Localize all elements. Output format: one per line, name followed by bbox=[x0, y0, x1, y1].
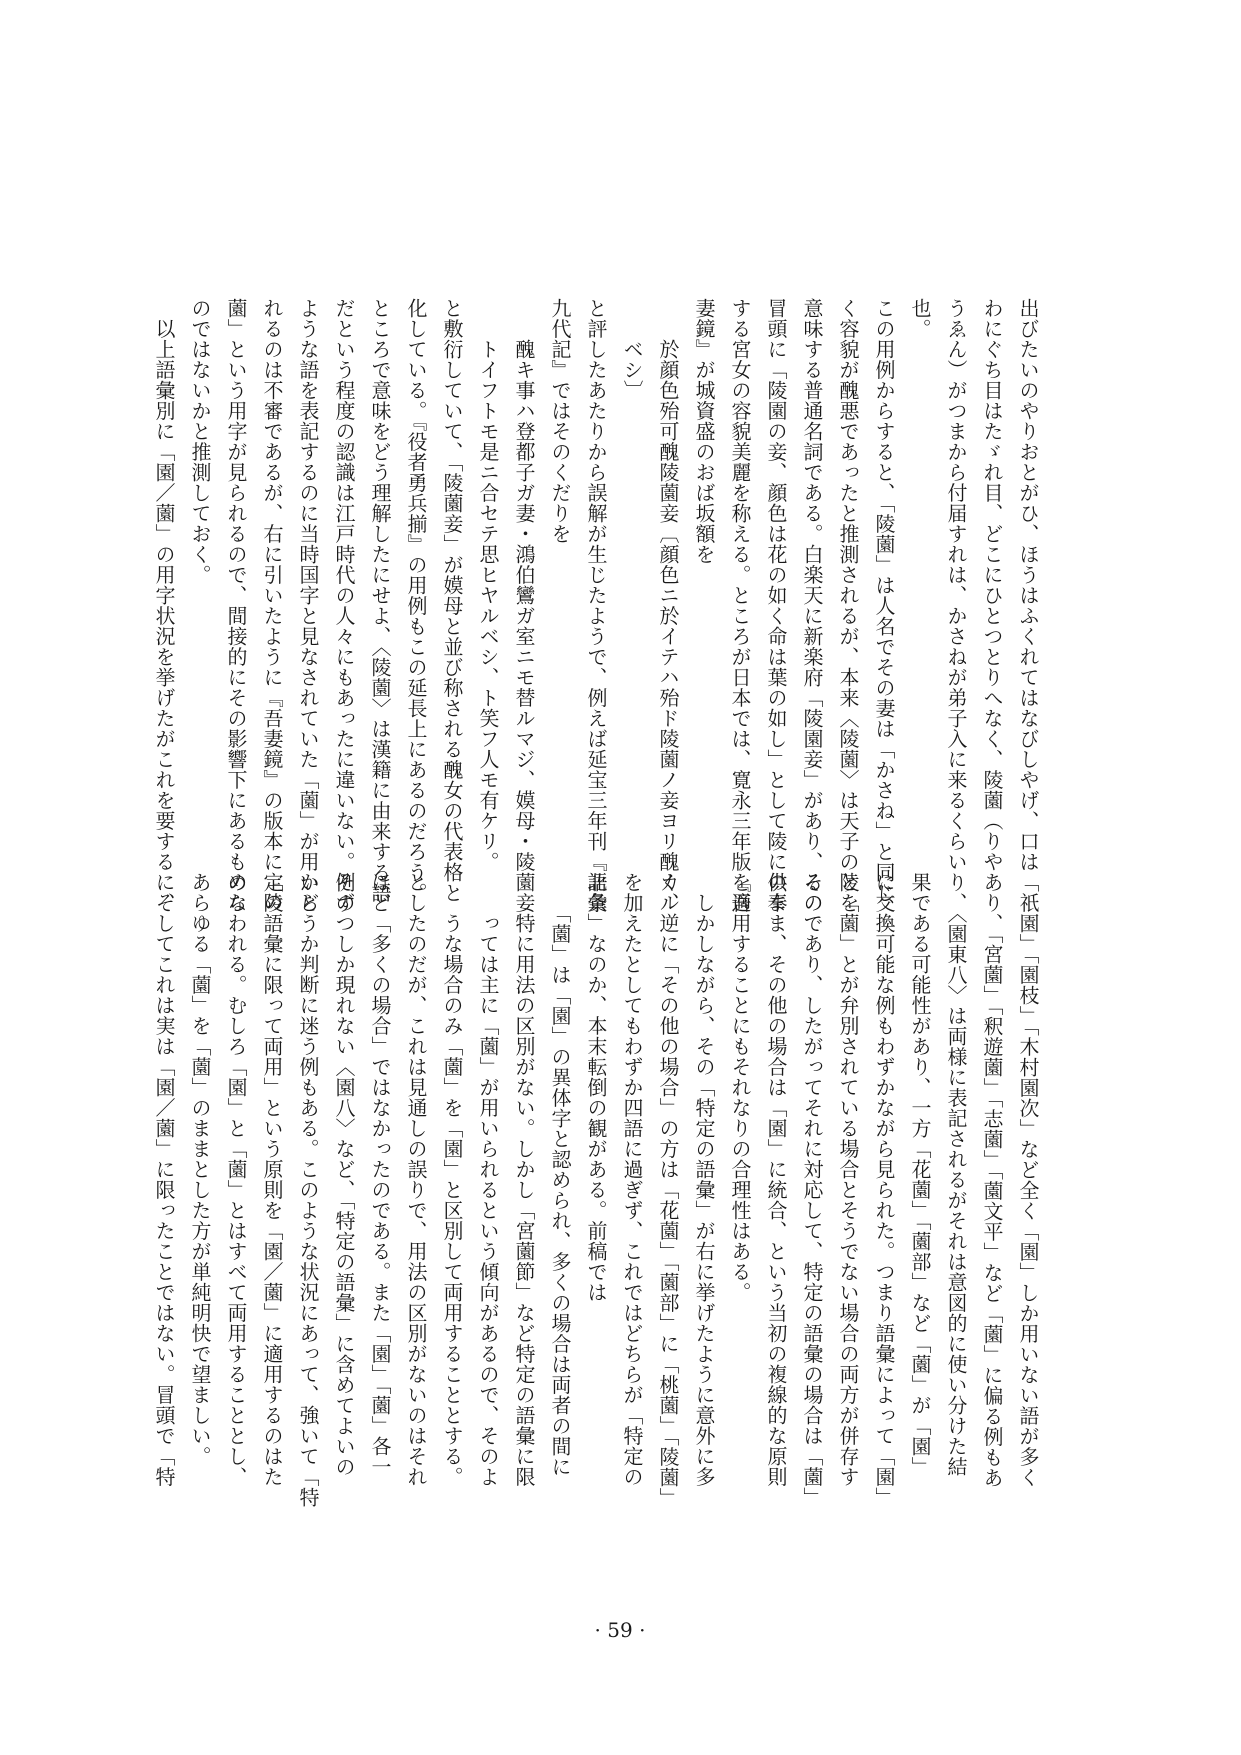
text-line: と「薗」とが弁別されている場合とそうでない場合の両方が併存す bbox=[836, 872, 860, 1487]
text-line: しかしながら、その「特定の語彙」が右に挙げたように意外に多 bbox=[692, 872, 716, 1487]
text-line: わにぐち目はたゞれ目、どこにひとつとりへなく、陵薗（りや bbox=[980, 298, 1004, 872]
text-line: かどうか判断に迷う例もある。このような状況にあって、強いて「特 bbox=[296, 872, 320, 1508]
text-line: 「祇園」「園枝」「木村園次」など全く「園」しか用いない語が多く bbox=[1016, 872, 1040, 1488]
text-line: ところで意味をどう理解したにせよ、〈陵薗〉は漢籍に由来する語 bbox=[368, 298, 392, 903]
text-line: 也。 bbox=[908, 298, 932, 339]
text-line: うゑん）がつまから付届すれは、かさねが弟子入に来るくらい bbox=[944, 298, 968, 872]
text-line: 特に用法の区別がない。しかし「宮薗節」など特定の語彙に限 bbox=[512, 872, 536, 1487]
text-line: るのであり、したがってそれに対応して、特定の語彙の場合は「薗」 bbox=[800, 872, 824, 1508]
text-line: 醜キ事ハ登都子ガ妻・鴻伯鸞ガ室ニモ替ルマジ、嫫母・陵薗妾 bbox=[512, 298, 536, 913]
text-line: を適用することにもそれなりの合理性はある。 bbox=[728, 872, 752, 1303]
text-line: 於顔色殆可醜陵薗妾〔顔色ニ於イテハ殆ド陵薗ノ妾ヨリ醜カル bbox=[656, 298, 680, 913]
text-line: 九代記』ではそのくだりを bbox=[548, 298, 572, 544]
text-line: く容貌が醜悪であったと推測されるが、本来〈陵薗〉は天子の陵を bbox=[836, 298, 860, 913]
text-line: 以上語彙別に「園／薗」の用字状況を挙げたがこれを要するに、 bbox=[152, 298, 176, 913]
text-line: だという程度の認識は江戸時代の人々にもあったに違いない。その bbox=[332, 298, 356, 913]
text-line: り、〈園東八〉は両様に表記されるがそれは意図的に使い分けた結 bbox=[944, 872, 968, 1477]
text-line: としたのだが、これは見通しの誤りで、用法の区別がないのはそれ bbox=[404, 872, 428, 1487]
text-line: あらゆる「薗」を「薗」のままとした方が単純明快で望ましい。 bbox=[188, 872, 212, 1467]
text-line: と敷衍していて、「陵薗妾」が嫫母と並び称される醜女の代表格と bbox=[440, 298, 464, 903]
text-line: ような語を表記するのに当時国字と見なされていた「薗」が用いら bbox=[296, 298, 320, 913]
text-line: と評したあたりから誤解が生じたようで、例えば延宝三年刊『北条 bbox=[584, 298, 608, 913]
text-line: のまま、その他の場合は「園」に統合、という当初の複線的な原則 bbox=[764, 872, 788, 1487]
text-line: あり、「宮薗」「釈遊薗」「志薗」「薗文平」など「薗」に偏る例もあ bbox=[980, 872, 1004, 1488]
text-line: のではないかと推測しておく。 bbox=[188, 298, 212, 585]
text-line: トイフトモ是ニ合セテ思ヒヤルベシ、ト笑フ人モ有ケリ。 bbox=[476, 298, 500, 872]
text-line: 出びたいのやりおとがひ、ほうはふくれてはなびしやげ、口は bbox=[1016, 298, 1040, 872]
text-line: っては主に「薗」が用いられるという傾向があるので、そのよ bbox=[476, 872, 500, 1487]
text-line: この用例からすると、「陵薗」は人名でその妻は「かさね」と同じ bbox=[872, 298, 896, 903]
text-line: 例ずつしか現れない〈園八〉など、「特定の語彙」に含めてよいの bbox=[332, 872, 356, 1477]
text-line: 「薗」は「園」の異体字と認められ、多くの場合は両者の間に bbox=[548, 872, 572, 1477]
text-line: 薗」という用字が見られるので、間接的にその影響下にあるものな bbox=[224, 298, 248, 913]
lower-text-block bbox=[152, 872, 1046, 1508]
text-line: そしてこれは実は「園／薗」に限ったことではない。冒頭で「特 bbox=[152, 872, 176, 1487]
text-line: 化している。『役者勇兵揃』の用例もこの延長上にあるのだろう。 bbox=[404, 298, 428, 903]
text-line: れるのは不審であるが、右に引いたように『吾妻鏡』の版本に「陵 bbox=[260, 298, 284, 913]
text-line: ほど「多くの場合」ではなかったのである。また「園」「薗」各一 bbox=[368, 872, 392, 1477]
text-line: に交換可能な例もわずかながら見られた。つまり語彙によって「園」 bbox=[872, 872, 896, 1508]
text-line: 妻鏡』が城資盛のおば坂額を bbox=[692, 298, 716, 565]
text-line: 果である可能性があり、一方「花薗」「薗部」など「薗」が「園」 bbox=[908, 872, 932, 1477]
text-line: 定の語彙に限って両用」という原則を「園／薗」に適用するのはた bbox=[260, 872, 284, 1487]
page-number: · 59 · bbox=[594, 1618, 646, 1642]
text-line: を加えたとしてもわずか四語に過ぎず、これではどちらが「特定の bbox=[620, 872, 644, 1487]
text-line: ベシ〕 bbox=[620, 298, 644, 401]
text-line: 冒頭に「陵園の妾、顔色は花の如く命は葉の如し」として陵に供奉 bbox=[764, 298, 788, 913]
text-line: めらわれる。むしろ「園」と「薗」とはすべて両用することとし、 bbox=[224, 872, 248, 1487]
text-line: する宮女の容貌美麗を称える。ところが日本では、寛永三年版『吾 bbox=[728, 298, 752, 913]
text-line: 語彙」なのか、本末転倒の観がある。前稿では bbox=[584, 872, 608, 1303]
text-line: く、逆に「その他の場合」の方は「花薗」「薗部」に「桃薗」「陵薗」 bbox=[656, 872, 680, 1508]
text-line: うな場合のみ「薗」を「園」と区別して両用することとする。 bbox=[440, 872, 464, 1487]
text-line: 意味する普通名詞である。白楽天に新楽府「陵園妾」があり、その bbox=[800, 298, 824, 913]
upper-text-block bbox=[152, 298, 1046, 913]
